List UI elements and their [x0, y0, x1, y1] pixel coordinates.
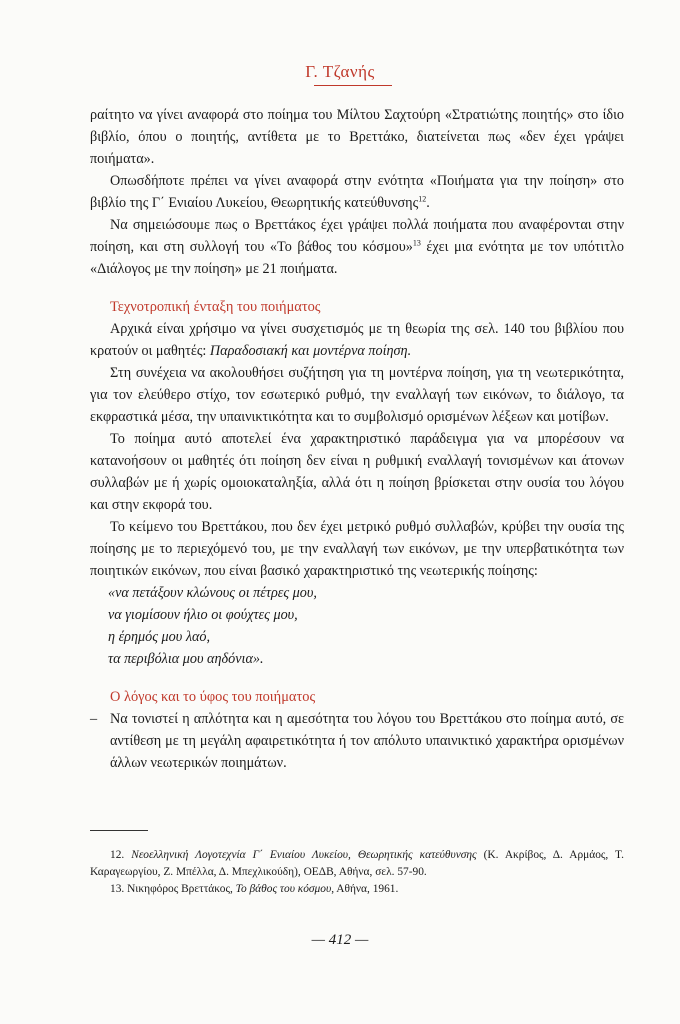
- footnote-ref[interactable]: 12: [418, 194, 427, 204]
- footnote: 12. Νεοελληνική Λογοτεχνία Γ΄ Ενιαίου Λυκείου, Θεωρητικής κατεύθυνσης (Κ. Ακρίβος, Δ. Αρμάος, Τ. Καραγεωργίου, Ζ. Μπέλλα, Δ. Μπεχλικούδη), ΟΕΔΒ, Αθήνα, σελ. 57-90.: [90, 849, 624, 878]
- paragraph: Οπωσδήποτε πρέπει να γίνει αναφορά στην ενότητα «Ποιήματα για την ποίηση» στο βιβλίο της Γ΄ Ενιαίου Λυκείου, Θεωρητικής κατεύθυνσης$^{12}$.: [90, 173, 624, 211]
- list-item-text: Να τονιστεί η απλότητα και η αμεσότητα του λόγου του Βρεττάκου στο ποίημα αυτό, σε αντίθεση με τη μεγάλη αφαιρετικότητα ή τον απόλυτο υπαινικτικό χαρακτήρα ορισμένων άλλων νεωτερικών ποιημάτων.: [110, 711, 624, 771]
- footnote-ref[interactable]: 13: [412, 238, 421, 248]
- verse-line: τα περιβόλια μου αηδόνια».: [108, 651, 264, 667]
- paragraph: Αρχικά είναι χρήσιμο να γίνει συσχετισμός με τη θεωρία της σελ. 140 του βιβλίου που κρατούν οι μαθητές: Παραδοσιακή και μοντέρνα ποίηση.: [90, 321, 624, 359]
- verse-line: να γιομίσουν ήλιο οι φούχτες μου,: [108, 607, 298, 623]
- section-heading: Τεχνοτροπική ένταξη του ποιήματος: [110, 299, 321, 315]
- paragraph: Στη συνέχεια να ακολουθήσει συζήτηση για τη μοντέρνα ποίηση, για τη νεωτερικότητα, για τον ελεύθερο στίχο, τον εσωτερικό ρυθμό, την εναλλαγή των εικόνων, το διάλογο, τα εκφραστικά μέσα, την υπαινικτικότητα και το συμβολισμό ορισμένων λέξεων και μοτίβων.: [90, 365, 624, 425]
- paragraph: ραίτητο να γίνει αναφορά στο ποίημα του Μίλτου Σαχτούρη «Στρατιώτης ποιητής» στο ίδιο βιβλίο, όπου ο ποιητής, αντίθετα με το Βρεττάκο, διατείνεται πως «δεν έχει γράψει ποιήματα».: [90, 107, 624, 167]
- page-number: — 412 —: [311, 932, 369, 948]
- paragraph: Το κείμενο του Βρεττάκου, που δεν έχει μετρικό ρυθμό συλλαβών, κρύβει την ουσία της ποίησης με το περιεχόμενό του, με την εναλλαγή των εικόνων, με την υπερβατικότητα των ποιητικών εικόνων, που είναι βασικό χαρακτηριστικό της νεωτερικής ποίησης:: [90, 519, 624, 579]
- footnote-separator: [90, 830, 148, 831]
- paragraph: Να σημειώσουμε πως ο Βρεττάκος έχει γράψει πολλά ποιήματα που αναφέρονται στην ποίηση, και στη συλλογή του «Το βάθος του κόσμου»$^{13}$ έχει μια ενότητα με τον υπότιτλο «Διάλογος με την ποίηση» με 21 ποιήματα.: [90, 217, 625, 277]
- paragraph: Το ποίημα αυτό αποτελεί ένα χαρακτηριστικό παράδειγμα για να μπορέσουν να κατανοήσουν οι μαθητές ότι ποίηση δεν είναι η ρυθμική εναλλαγή τονισμένων και άτονων συλλαβών με ή χωρίς ομοιοκαταληξία, αλλά ότι η ποίηση βρίσκεται στην ουσία του λόγου και στην εκφορά του.: [90, 431, 624, 513]
- footnote: 13. Νικηφόρος Βρεττάκος, Το βάθος του κόσμου, Αθήνα, 1961.: [110, 883, 399, 895]
- verse-line: «να πετάξουν κλώνους οι πέτρες μου,: [108, 585, 317, 601]
- section-heading: Ο λόγος και το ύφος του ποιήματος: [110, 689, 316, 705]
- list-item: [90, 708, 624, 774]
- verse-quote: [108, 582, 624, 670]
- running-head: Γ. Τζανής: [305, 62, 375, 81]
- footnotes: [90, 847, 624, 898]
- running-head-underline: [314, 85, 392, 86]
- dash-bullet: –: [90, 711, 98, 727]
- verse-line: η έρημός μου λαό,: [108, 629, 211, 645]
- main-text: [90, 104, 624, 774]
